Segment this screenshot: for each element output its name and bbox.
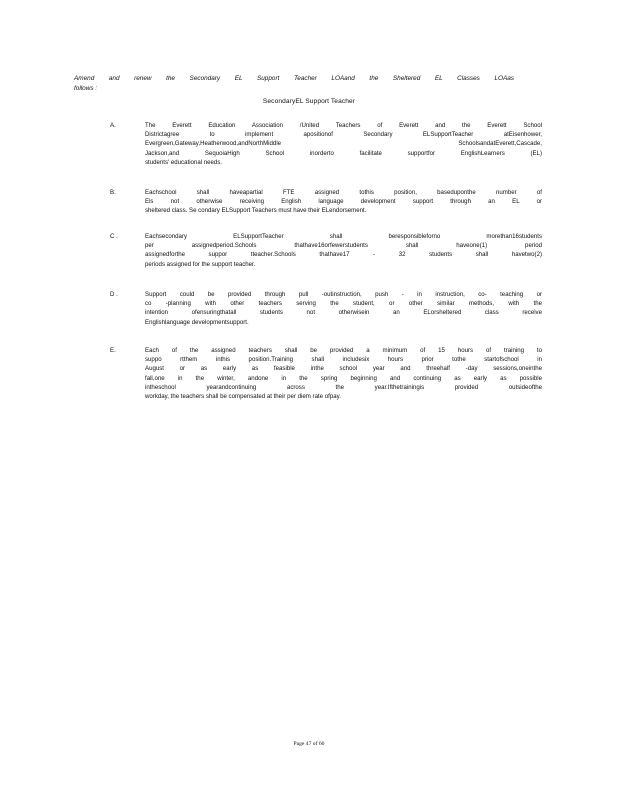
item-body [145,346,542,401]
item-body [145,232,542,269]
item-letter: C . [110,233,118,240]
item-line: workday, the teachers shall be compensated at their per diem rate ofpay. [145,393,341,401]
item-letter: B. [110,189,116,196]
item-line: assignedforthe suppor tteacher.Schools thathave17 - 32 students shall havetwo(2) [145,251,542,259]
item-line: suppo rtthem inthis position.Training shall includesix hours prior tothe startofschool in [145,356,542,364]
item-body [145,188,542,216]
item-line: per assignedperiod.Schools thathave16orfewerstudents shall haveone(1) period [145,242,542,250]
item-line: Districtagree to implement apositionof Secondary ELSupportTeacher atEisenhower, [145,131,542,139]
intro-paragraph [74,74,514,94]
item-line: students' educational needs. [145,158,223,166]
item-line: Each of the assigned teachers shall be provided a minimum of 15 hours of training to [145,347,542,354]
item-line: Support could be provided through pull -outinstruction, push - in instruction, co- teaching or [145,291,542,298]
intro-line-1: Amend and renew the Secondary EL Support Teacher LOAand the Sheltered EL Classes LOAas [74,75,514,82]
section-heading: SecondaryEL Support Teacher [262,98,356,105]
item-letter: E. [110,347,116,354]
item-line: Eachschool shall haveapartial FTE assigned tothis position, baseduponthe number of [145,189,542,196]
item-line: Jackson,and SequoiaHigh School inorderto facilitate supportfor EnglishLearners (EL) [145,149,542,157]
item-body [145,121,542,167]
item-line: Eachsecondary ELSupportTeacher shall beresponsibleforno morethan16students [145,233,542,240]
item-line: fall,one in the winter, andone in the spring beginning and continuing as early as possible [145,374,542,382]
item-line: intention ofensuringthatall students not otherwisein an ELorsheltered class receive [145,309,542,317]
item-line: August or as early as feasible inthe school year and threehalf -day sessions,oneinthe [145,365,542,373]
item-body [145,290,542,327]
item-line: Els not otherwise receiving English language development support through an EL or [145,198,542,206]
item-letter: A. [110,122,116,129]
item-line: co -planning with other teachers serving the student, or other similar methods, with the [145,300,542,308]
item-line: periods assigned for the support teacher. [145,260,256,268]
item-line: sheltered class. Se condary ELSupport Teachers must have their ELendorsement. [145,207,367,215]
item-line: Englishlanguage developmentsupport. [145,318,249,326]
item-line: The Everett Education Association /United Teachers of Everett and the Everett School [145,122,542,129]
page-number: Page 47 of 60 [293,741,325,747]
item-line: intheschool yearandcontinuing across the year.Ifthetrainingis provided outsideofthe [145,383,542,391]
item-letter: D . [110,291,118,298]
intro-line-2: follows : [74,85,98,92]
item-line: Evergreen,Gateway,Heatherwood,andNorthMiddle SchoolsandatEverett,Cascade, [145,140,542,148]
